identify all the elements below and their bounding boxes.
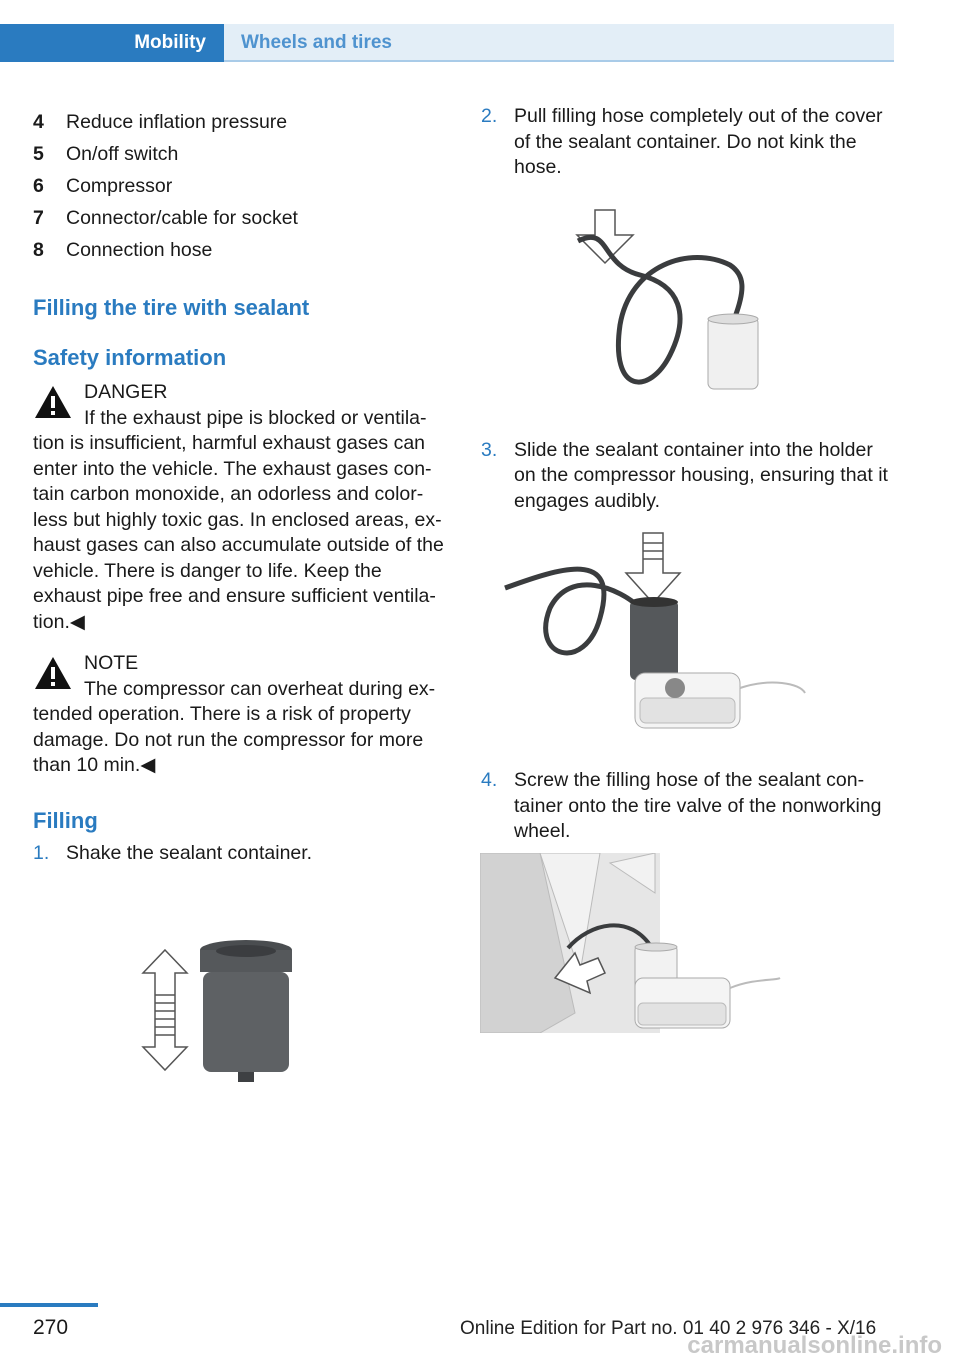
section-title: Filling the tire with sealant bbox=[33, 295, 310, 320]
legend-item bbox=[33, 110, 445, 142]
pull-hose-illustration bbox=[560, 205, 780, 400]
legend-item bbox=[33, 238, 445, 270]
sealant-container-icon bbox=[630, 597, 678, 680]
step-item bbox=[481, 104, 896, 181]
tab-wheels-and-tires[interactable]: Wheels and tires bbox=[224, 24, 894, 62]
step-number: 2. bbox=[481, 105, 498, 127]
step-text: Shake the sealant container. bbox=[66, 841, 313, 864]
warning-triangle-icon bbox=[33, 384, 73, 420]
legend-number: 8 bbox=[33, 239, 44, 261]
step-number: 3. bbox=[481, 438, 498, 461]
step-item bbox=[481, 768, 896, 845]
step-item bbox=[481, 438, 896, 515]
legend-item bbox=[33, 174, 445, 206]
legend-number: 6 bbox=[33, 175, 44, 197]
step-number: 1. bbox=[33, 841, 50, 864]
shake-container-illustration bbox=[135, 935, 315, 1115]
down-arrow-icon bbox=[626, 533, 680, 603]
legend-label: Reduce inflation pressure bbox=[66, 111, 288, 133]
power-cable bbox=[740, 683, 805, 693]
double-arrow-icon bbox=[143, 950, 187, 1070]
header-rule bbox=[224, 60, 894, 62]
filling-hose bbox=[505, 569, 640, 653]
step-text: Screw the filling hose of the sealant con- tainer onto the tire valve of the nonworking wheel. bbox=[514, 769, 882, 842]
legend-list bbox=[33, 110, 445, 270]
slide-container-illustration bbox=[500, 528, 820, 743]
edition-text: Online Edition for Part no. 01 40 2 976 346 - X/16 bbox=[460, 1318, 877, 1339]
note-first-line: The compressor can overheat during ex- bbox=[84, 677, 436, 700]
warning-triangle-icon bbox=[33, 655, 73, 691]
page-number: 270 bbox=[33, 1316, 69, 1339]
left-column bbox=[33, 110, 445, 866]
tab-mobility[interactable]: Mobility bbox=[0, 24, 224, 62]
power-cable bbox=[730, 978, 780, 988]
watermark: carmanualsonline.info bbox=[687, 1332, 942, 1359]
step-text: Pull filling hose completely out of the cover of the sealant container. Do not kink the hose. bbox=[514, 105, 883, 178]
legend-label: Compressor bbox=[66, 175, 173, 197]
legend-item bbox=[33, 206, 445, 238]
step-number: 4. bbox=[481, 769, 498, 791]
sealant-container-icon bbox=[200, 940, 292, 1082]
tire-valve-illustration bbox=[480, 853, 800, 1033]
legend-label: On/off switch bbox=[66, 143, 179, 165]
legend-label: Connection hose bbox=[66, 239, 213, 261]
step-item bbox=[33, 841, 445, 867]
sealant-container-white-icon bbox=[708, 314, 758, 389]
step-text: Slide the sealant container into the holder on the compressor housing, ensuring that it engages audibly. bbox=[514, 438, 888, 512]
legend-item bbox=[33, 142, 445, 174]
legend-label: Connector/cable for socket bbox=[66, 207, 298, 229]
compressor-icon bbox=[635, 673, 740, 728]
note-body: tended operation. There is a risk of property damage. Do not run the compressor for more than 10 min.◀ bbox=[33, 703, 424, 776]
filling-title: Filling bbox=[33, 807, 98, 833]
note-heading: NOTE bbox=[84, 652, 139, 674]
note-notice bbox=[33, 651, 445, 779]
compressor-icon bbox=[635, 978, 730, 1028]
legend-number: 4 bbox=[33, 111, 44, 133]
danger-heading: DANGER bbox=[84, 381, 168, 403]
legend-number: 7 bbox=[33, 207, 44, 229]
danger-notice bbox=[33, 380, 445, 635]
page-header bbox=[0, 0, 960, 62]
danger-body: tion is insufficient, harmful exhaust gases can enter into the vehicle. The exhaust gases con- tain carbon monoxide, an odorless and color- less but highly toxic gas. In enclosed areas, ex- haust gases can also accumulate outside of the vehicle. There is danger to life. Keep the exhaust pipe free and ensure sufficient ventila- tion.◀ bbox=[33, 432, 444, 633]
legend-number: 5 bbox=[33, 143, 44, 165]
danger-first-line: If the exhaust pipe is blocked or ventila- bbox=[84, 406, 427, 429]
footer-bar bbox=[0, 1303, 98, 1307]
safety-title: Safety information bbox=[33, 345, 227, 370]
